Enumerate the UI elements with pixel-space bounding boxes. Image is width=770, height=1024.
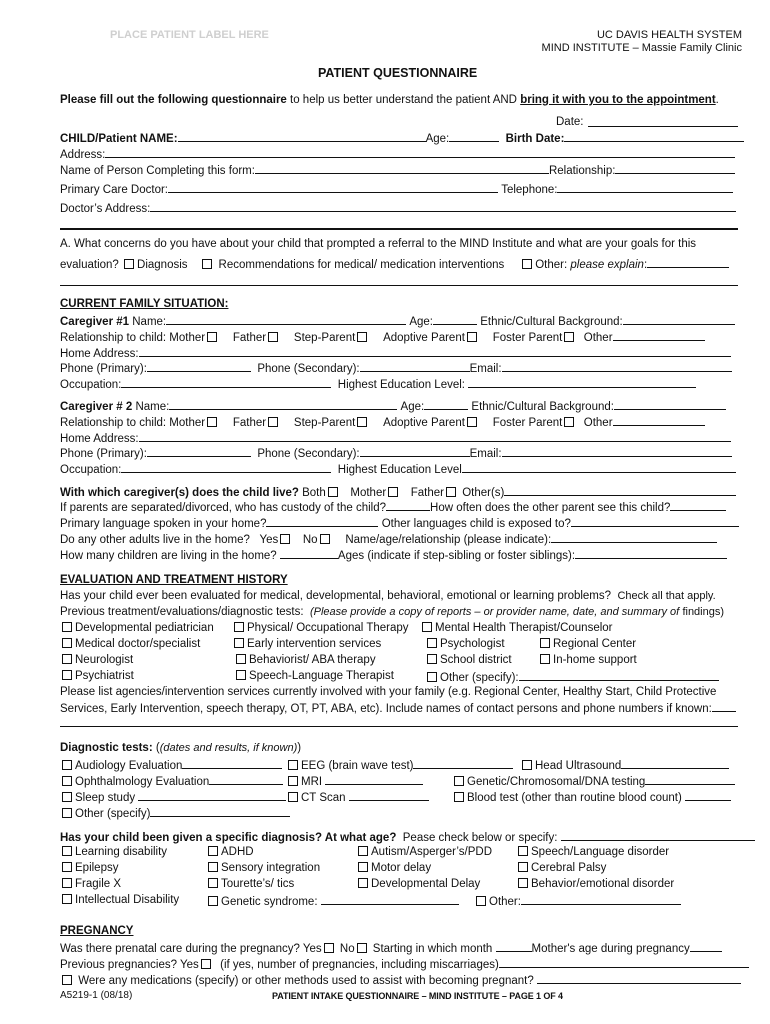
agencies-answer-line[interactable] <box>60 726 738 727</box>
child-age-field[interactable] <box>449 130 499 142</box>
lives-both-checkbox[interactable] <box>328 487 338 497</box>
custody-row: If parents are separated/divorced, who has custody of the child? How often does the other parent see this child? <box>60 499 726 515</box>
how-often-field[interactable] <box>670 499 726 511</box>
previous-pregnancies-field[interactable] <box>499 956 749 968</box>
date-field[interactable] <box>588 115 738 127</box>
cg1-relationship-row: Relationship to child: Mother Father Step-Parent Adoptive Parent Foster Parent Other <box>60 329 705 345</box>
genetic-syndrome-field[interactable] <box>321 893 459 905</box>
diagnosis-checkbox[interactable] <box>518 862 528 872</box>
child-name-field[interactable] <box>178 130 426 142</box>
test-blood: Blood test (other than routine blood count) <box>452 789 731 805</box>
children-ages-field[interactable] <box>575 547 727 559</box>
diagnostic-heading: Diagnostic tests: ((dates and results, if known)) <box>60 742 302 754</box>
diagnosis-field[interactable] <box>561 829 755 841</box>
lives-father-checkbox[interactable] <box>446 487 456 497</box>
provider-checkbox[interactable] <box>234 622 244 632</box>
provider-checkbox[interactable] <box>427 638 437 648</box>
provider-item: Psychiatrist <box>60 669 134 683</box>
diagnosis-item: Cerebral Palsy <box>516 861 606 875</box>
provider-item: Speech-Language Therapist <box>234 669 394 683</box>
agencies-line2: Services, Early Intervention, speech therapy, OT, PT, ABA, etc). Include names of contact persons and phone numbers if known: <box>60 700 736 716</box>
cg2-name-field[interactable] <box>169 398 397 410</box>
provider-item: In-home support <box>538 653 637 667</box>
cg2-occupation-row: Occupation: Highest Education Level <box>60 461 736 477</box>
diagnosis-checkbox[interactable] <box>208 878 218 888</box>
diagnosis-item: Behavior/emotional disorder <box>516 877 674 891</box>
cg2-address-field[interactable] <box>139 430 731 442</box>
test-head-ultrasound: Head Ultrasound <box>520 757 729 773</box>
provider-checkbox[interactable] <box>62 622 72 632</box>
cg1-occupation-row: Occupation: Highest Education Level: <box>60 376 696 392</box>
concerns-other-field[interactable] <box>647 256 729 268</box>
mri-checkbox[interactable] <box>288 776 298 786</box>
cg1-address-field[interactable] <box>139 345 731 357</box>
provider-item: Developmental pediatrician <box>60 621 214 635</box>
diagnosis-checkbox[interactable] <box>358 846 368 856</box>
cg1-phone-secondary-field[interactable] <box>360 360 470 372</box>
cg2-address-row: Home Address: <box>60 430 731 446</box>
test-mri: MRI <box>286 773 423 789</box>
head-ultrasound-checkbox[interactable] <box>522 760 532 770</box>
diagnosis-checkbox[interactable] <box>62 878 72 888</box>
page-title: PATIENT QUESTIONNAIRE <box>318 66 478 80</box>
provider-checkbox[interactable] <box>234 638 244 648</box>
eval-heading: EVALUATION AND TREATMENT HISTORY <box>60 574 288 586</box>
primary-language-field[interactable] <box>266 515 378 527</box>
diagnosis-checkbox[interactable] <box>208 846 218 856</box>
cg2-email-field[interactable] <box>502 445 732 457</box>
concerns-options-row: evaluation? Diagnosis Recommendations for medical/ medication interventions Other: please explain: <box>60 256 729 272</box>
cg2-age-field[interactable] <box>424 398 468 410</box>
ct-checkbox[interactable] <box>288 792 298 802</box>
cg2-adoptive-checkbox[interactable] <box>467 417 477 427</box>
cg1-phone-primary-field[interactable] <box>147 360 251 372</box>
provider-checkbox[interactable] <box>62 638 72 648</box>
diagnosis-question: Has your child been given a specific diagnosis? At what age? Pease check below or specify: <box>60 829 755 845</box>
cg1-step-parent-checkbox[interactable] <box>357 332 367 342</box>
test-other-field[interactable] <box>150 805 290 817</box>
medications-row: Were any medications (specify) or other methods used to assist with becoming pregnant? <box>60 972 741 988</box>
intro-text: Please fill out the following questionnaire to help us better understand the patient AND bring it with you to the appointment. <box>60 94 719 106</box>
child-name-row: CHILD/Patient NAME: Age: Birth Date: <box>60 130 744 146</box>
diagnosis-other-field[interactable] <box>521 893 681 905</box>
prenatal-month-field[interactable] <box>496 940 532 952</box>
cg1-mother-checkbox[interactable] <box>207 332 217 342</box>
audiology-checkbox[interactable] <box>62 760 72 770</box>
provider-item: Other (specify): <box>425 669 719 685</box>
provider-checkbox[interactable] <box>62 670 72 680</box>
diagnosis-checkbox[interactable] <box>518 846 528 856</box>
diagnosis-item: Tourette’s/ tics <box>206 877 294 891</box>
medications-checkbox[interactable] <box>62 975 72 985</box>
eeg-checkbox[interactable] <box>288 760 298 770</box>
org-name: UC DAVIS HEALTH SYSTEM <box>596 29 742 41</box>
mri-field[interactable] <box>325 773 423 785</box>
cg1-age-field[interactable] <box>433 313 477 325</box>
prenatal-no-checkbox[interactable] <box>357 943 367 953</box>
diagnosis-item: Fragile X <box>60 877 121 891</box>
cg2-foster-checkbox[interactable] <box>564 417 574 427</box>
diagnosis-item: Speech/Language disorder <box>516 845 669 859</box>
other-adults-field[interactable] <box>551 531 717 543</box>
prenatal-yes-checkbox[interactable] <box>324 943 334 953</box>
diagnosis-item: ADHD <box>206 845 254 859</box>
cg1-email-field[interactable] <box>502 360 732 372</box>
language-row: Primary language spoken in your home? Other languages child is exposed to? <box>60 515 739 531</box>
cg2-relationship-row: Relationship to child: Mother Father Step-Parent Adoptive Parent Foster Parent Other <box>60 414 705 430</box>
provider-checkbox[interactable] <box>540 638 550 648</box>
mothers-age-field[interactable] <box>690 940 722 952</box>
genetic-field[interactable] <box>645 773 735 785</box>
blood-checkbox[interactable] <box>454 792 464 802</box>
cg2-occupation-field[interactable] <box>121 461 331 473</box>
previous-pregnancies-checkbox[interactable] <box>201 959 211 969</box>
cg2-phone-row: Phone (Primary): Phone (Secondary): Email: <box>60 445 732 461</box>
address-row: Address: <box>60 146 735 162</box>
provider-checkbox[interactable] <box>236 670 246 680</box>
other-languages-field[interactable] <box>571 515 739 527</box>
provider-item: Mental Health Therapist/Counselor <box>420 621 613 635</box>
lives-mother-checkbox[interactable] <box>388 487 398 497</box>
cg1-name-field[interactable] <box>166 313 406 325</box>
diagnosis-other-checkbox[interactable] <box>476 896 486 906</box>
section-divider <box>60 228 738 230</box>
diagnosis-other: Other: <box>474 893 681 909</box>
cg2-step-parent-checkbox[interactable] <box>357 417 367 427</box>
other-adults-row: Do any other adults live in the home? Yes No Name/age/relationship (please indicate): <box>60 531 717 547</box>
test-sleep: Sleep study <box>60 789 286 805</box>
genetic-syndrome-checkbox[interactable] <box>208 896 218 906</box>
diagnosis-item: Epilepsy <box>60 861 118 875</box>
address-field[interactable] <box>105 146 735 158</box>
cg2-name-row: Caregiver # 2 Name: Age: Ethnic/Cultural Background: <box>60 398 726 414</box>
lives-others-field[interactable] <box>504 484 736 496</box>
diagnosis-checkbox[interactable] <box>208 862 218 872</box>
prenatal-row: Was there prenatal care during the pregnancy? Yes No Starting in which month Mother's age during pregnancy <box>60 940 722 956</box>
diagnosis-checkbox[interactable] <box>62 846 72 856</box>
previous-treatment-row: Previous treatment/evaluations/diagnostic tests: (Please provide a copy of reports – or provider name, date, and summary of findings) <box>60 606 725 618</box>
ophthalmology-checkbox[interactable] <box>62 776 72 786</box>
eeg-field[interactable] <box>413 757 513 769</box>
concerns-other-checkbox[interactable] <box>522 259 532 269</box>
cg2-phone-primary-field[interactable] <box>147 445 251 457</box>
test-other: Other (specify) <box>60 805 290 821</box>
cg1-phone-row: Phone (Primary): Phone (Secondary): Email: <box>60 360 732 376</box>
provider-item: Behaviorist/ ABA therapy <box>234 653 376 667</box>
cg2-mother-checkbox[interactable] <box>207 417 217 427</box>
doctor-address-row: Doctor’s Address: <box>60 200 736 216</box>
relationship-field[interactable] <box>615 162 735 174</box>
test-audiology: Audiology Evaluation <box>60 757 282 773</box>
concerns-question: A. What concerns do you have about your child that prompted a referral to the MIND Institute and what are your goals for this <box>60 238 697 250</box>
diagnosis-checkbox[interactable] <box>124 259 134 269</box>
doctor-address-field[interactable] <box>150 200 736 212</box>
form-number: A5219-1 (08/18) <box>60 990 133 1001</box>
lives-with-row: With which caregiver(s) does the child live? Both Mother Father Other(s) <box>60 484 736 500</box>
agencies-field[interactable] <box>712 700 736 712</box>
recommendations-checkbox[interactable] <box>202 259 212 269</box>
cg2-phone-secondary-field[interactable] <box>360 445 470 457</box>
cg1-adoptive-checkbox[interactable] <box>467 332 477 342</box>
person-completing-field[interactable] <box>255 162 549 174</box>
diagnosis-item: Motor delay <box>356 861 431 875</box>
org-clinic: MIND INSTITUTE – Massie Family Clinic <box>541 42 742 54</box>
cg2-ethnic-field[interactable] <box>614 398 726 410</box>
cg1-address-row: Home Address: <box>60 345 731 361</box>
diagnosis-genetic: Genetic syndrome: <box>206 893 459 909</box>
diagnosis-item: Learning disability <box>60 845 167 859</box>
concerns-answer-line[interactable] <box>60 285 738 286</box>
cg1-education-field[interactable] <box>468 376 696 388</box>
cg2-education-field[interactable] <box>462 461 736 473</box>
genetic-checkbox[interactable] <box>454 776 464 786</box>
custody-field[interactable] <box>386 499 430 511</box>
provider-other-field[interactable] <box>519 669 719 681</box>
provider-item: Early intervention services <box>232 637 381 651</box>
provider-checkbox[interactable] <box>236 654 246 664</box>
sleep-field[interactable] <box>138 789 286 801</box>
cg1-father-checkbox[interactable] <box>268 332 278 342</box>
provider-checkbox[interactable] <box>422 622 432 632</box>
audiology-field[interactable] <box>182 757 282 769</box>
previous-pregnancies-row: Previous pregnancies? Yes (if yes, number of pregnancies, including miscarriages) <box>60 956 749 972</box>
cg1-occupation-field[interactable] <box>121 376 331 388</box>
date-label: Date: <box>556 116 584 128</box>
diagnosis-item: Developmental Delay <box>356 877 480 891</box>
test-eeg: EEG (brain wave test) <box>286 757 513 773</box>
provider-item: School district <box>425 653 512 667</box>
diagnosis-item: Autism/Asperger’s/PDD <box>356 845 492 859</box>
ophthalmology-field[interactable] <box>209 773 283 785</box>
provider-checkbox[interactable] <box>62 654 72 664</box>
sleep-checkbox[interactable] <box>62 792 72 802</box>
blood-field[interactable] <box>685 789 731 801</box>
other-adults-yes-checkbox[interactable] <box>280 534 290 544</box>
cg2-other-field[interactable] <box>613 414 705 426</box>
agencies-line1: Please list agencies/intervention services currently involved with your family (e.g. Regional Center, Healthy Start, Child Protective <box>60 686 717 698</box>
head-ultrasound-field[interactable] <box>621 757 729 769</box>
pregnancy-heading: PREGNANCY <box>60 925 134 937</box>
telephone-field[interactable] <box>557 181 733 193</box>
provider-checkbox[interactable] <box>427 672 437 682</box>
other-adults-no-checkbox[interactable] <box>320 534 330 544</box>
person-completing-row: Name of Person Completing this form: Relationship: <box>60 162 735 178</box>
cg1-foster-checkbox[interactable] <box>564 332 574 342</box>
children-count-field[interactable] <box>280 547 338 559</box>
intellectual-checkbox[interactable] <box>62 894 72 904</box>
family-heading: CURRENT FAMILY SITUATION: <box>60 298 229 310</box>
provider-item: Neurologist <box>60 653 133 667</box>
provider-item: Medical doctor/specialist <box>60 637 200 651</box>
provider-item: Physical/ Occupational Therapy <box>232 621 409 635</box>
patient-label-placeholder: PLACE PATIENT LABEL HERE <box>110 29 269 41</box>
diagnosis-checkbox[interactable] <box>62 862 72 872</box>
pcp-field[interactable] <box>168 181 498 193</box>
test-other-checkbox[interactable] <box>62 808 72 818</box>
provider-checkbox[interactable] <box>540 654 550 664</box>
diagnosis-item: Sensory integration <box>206 861 320 875</box>
provider-checkbox[interactable] <box>427 654 437 664</box>
provider-item: Regional Center <box>538 637 636 651</box>
ct-field[interactable] <box>349 789 429 801</box>
page-footer-label: PATIENT INTAKE QUESTIONNAIRE – MIND INSTITUTE – PAGE 1 OF 4 <box>272 991 563 1001</box>
test-ct: CT Scan <box>286 789 429 805</box>
pcp-row: Primary Care Doctor: Telephone: <box>60 181 733 197</box>
test-ophthalmology: Ophthalmology Evaluation <box>60 773 283 789</box>
provider-item: Psychologist <box>425 637 505 651</box>
diagnosis-checkbox[interactable] <box>518 878 528 888</box>
cg2-father-checkbox[interactable] <box>268 417 278 427</box>
diagnosis-checkbox[interactable] <box>358 862 368 872</box>
diagnosis-intellectual: Intellectual Disability <box>60 893 179 907</box>
medications-field[interactable] <box>537 972 741 984</box>
cg1-other-field[interactable] <box>613 329 705 341</box>
test-genetic: Genetic/Chromosomal/DNA testing <box>452 773 735 789</box>
cg1-ethnic-field[interactable] <box>623 313 735 325</box>
cg1-name-row: Caregiver #1 Name: Age: Ethnic/Cultural Background: <box>60 313 735 329</box>
eval-question: Has your child ever been evaluated for medical, developmental, behavioral, emotional or learning problems? Check all that apply. <box>60 590 716 602</box>
children-row: How many children are living in the home? Ages (indicate if step-sibling or foster siblings): <box>60 547 727 563</box>
birth-date-field[interactable] <box>564 130 744 142</box>
diagnosis-checkbox[interactable] <box>358 878 368 888</box>
